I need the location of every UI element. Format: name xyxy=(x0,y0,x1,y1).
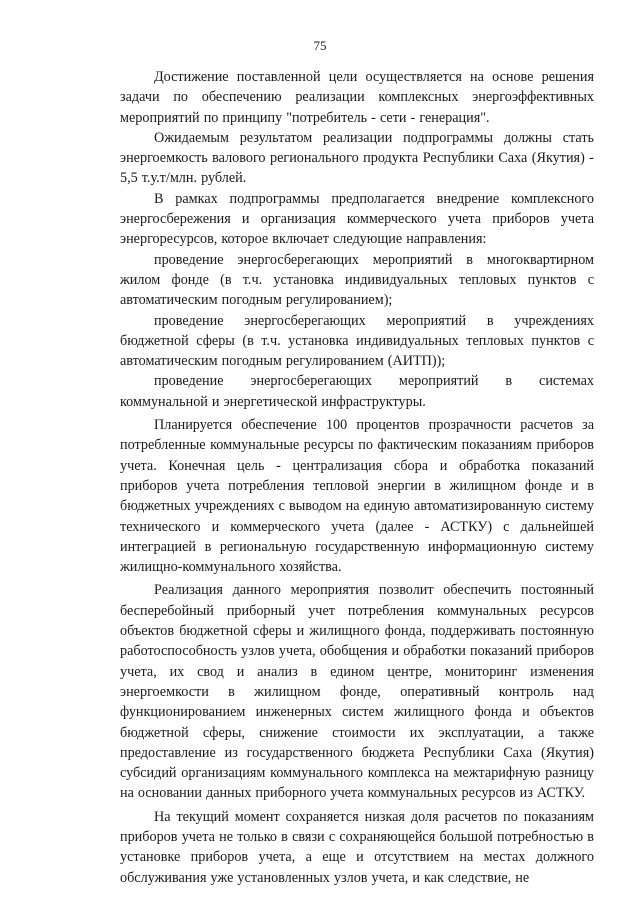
list-item-utility-infrastructure: проведение энергосберегающих мероприятий в системах коммунальной и энергетической инфраструктуры. xyxy=(120,373,594,410)
paragraph-implementation-benefits: Реализация данного мероприятия позволит обеспечить постоянный бесперебойный приборный учет потребления коммунальных ресурсов объектов бюджетной сферы и жилищного фонда, поддерживать постоянную работоспособность узлов учета, обобщения и обработки показаний приборов учета, их свод и анализ в едином центре, мониторинг изменения энергоемкости в жилищном фонде, оперативный контроль над функционированием инженерных систем жилищного фонда и объектов бюджетной сферы, снижение стоимости их эксплуатации, а также предоставление из государственного бюджета Республики Саха (Якутия) субсидий организациям коммунального комплекса на межтарифную разницу на основании данных приборного учета коммунальных ресурсов из АСТКУ. xyxy=(120,582,594,802)
page-number: 75 xyxy=(313,38,327,53)
paragraph-subprogram-scope: В рамках подпрограммы предполагается внедрение комплексного энергосбережения и организация коммерческого учета приборов учета энергоресурсов, которое включает следующие направления: xyxy=(120,190,594,248)
paragraph-current-situation: На текущий момент сохраняется низкая доля расчетов по показаниям приборов учета не только в связи с сохраняющейся большой потребностью в установке приборов учета, а еще и отсутствием на местах должного обслуживания уже установленных узлов учета, и как следствие, не xyxy=(120,808,594,886)
paragraph-goal-approach: Достижение поставленной цели осуществляется на основе решения задачи по обеспечению реализации комплексных энергоэффективных мероприятий по принципу "потребитель - сети - генерация". xyxy=(120,69,594,126)
list-item-budget-institutions: проведение энергосберегающих мероприятий в учреждениях бюджетной сферы (в т.ч. установка индивидуальных тепловых пунктов с автоматическим погодным регулированием (АИТП)); xyxy=(120,312,594,370)
document-body xyxy=(120,67,594,888)
paragraph-transparency-plan: Планируется обеспечение 100 процентов прозрачности расчетов за потребленные коммунальные ресурсы по фактическим показаниям приборов учета. Конечная цель - централизация сбора и обработка показаний приборов учета потребления тепловой энергии в жилищном фонде и в бюджетных учреждениях с выводом на единую автоматизированную систему технического и коммерческого учета (далее - АСТКУ) с дальнейшей интеграцией в региональную государственную информационную систему жилищно-коммунального хозяйства. xyxy=(120,417,594,576)
list-item-apartment-buildings: проведение энергосберегающих мероприятий в многоквартирном жилом фонде (в т.ч. установка индивидуальных тепловых пунктов с автоматическим погодным регулированием); xyxy=(120,251,594,309)
paragraph-expected-result: Ожидаемым результатом реализации подпрограммы должны стать энергоемкость валового регионального продукта Республики Саха (Якутия) - 5,5 т.у.т/млн. рублей. xyxy=(120,129,594,187)
